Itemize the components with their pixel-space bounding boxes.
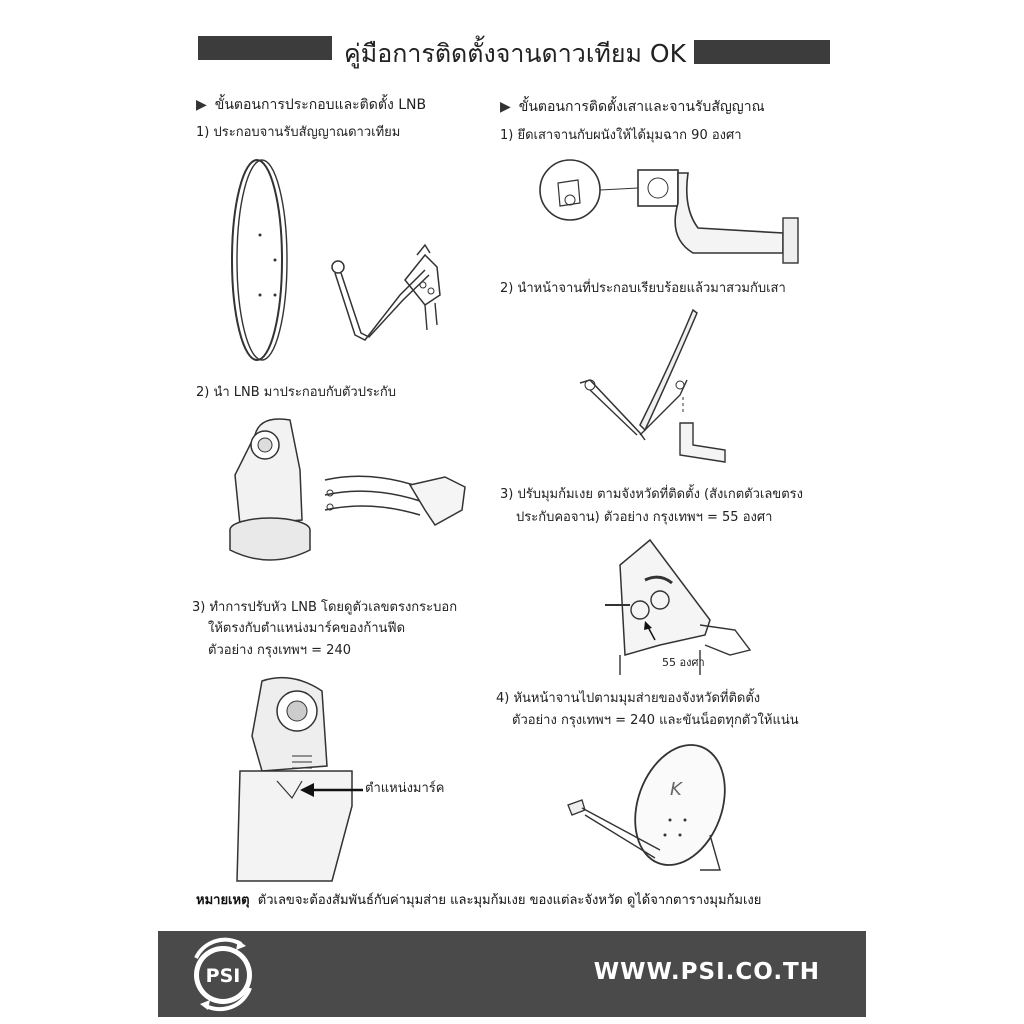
header-bar-right xyxy=(694,40,830,64)
svg-text:K: K xyxy=(670,779,682,800)
left-step2: 2) นำ LNB มาประกอบกับตัวประกับ xyxy=(196,385,397,400)
logo-text: PSI xyxy=(205,965,241,987)
right-section-heading xyxy=(500,96,765,118)
right-step2: 2) นำหน้าจานที่ประกอบเรียบร้อยแล้วมาสวมกับเสา xyxy=(500,281,786,296)
header-bar-left xyxy=(198,36,332,60)
right-step1: 1) ยึดเสาจานกับผนังให้ได้มุมฉาก 90 องศา xyxy=(500,128,742,143)
wall-mount-illustration xyxy=(538,158,808,273)
final-dish-illustration xyxy=(560,740,750,880)
left-step3-line1: 3) ทำการปรับหัว LNB โดยดูตัวเลขตรงกระบอก xyxy=(192,600,458,615)
mark-label: ตำแหน่งมาร์ค xyxy=(365,781,445,796)
page-title: คู่มือการติดตั้งจานดาวเทียม OK xyxy=(344,39,686,68)
arrow-icon: ▶ xyxy=(500,99,511,115)
website-url[interactable]: WWW.PSI.CO.TH xyxy=(593,959,820,985)
right-step3-line1: 3) ปรับมุมก้มเงย ตามจังหวัดที่ติดตั้ง (สังเกตตัวเลขตรง xyxy=(500,487,803,502)
mark-pointer-arrow-icon xyxy=(298,780,368,800)
dish-on-pole-illustration xyxy=(575,305,735,470)
left-section-heading xyxy=(196,94,426,116)
right-step4-line1: 4) หันหน้าจานไปตามมุมส่ายของจังหวัดที่ติดตั้ง xyxy=(496,691,761,706)
right-heading-text: ขั้นตอนการติดตั้งเสาและจานรับสัญญาณ xyxy=(518,99,765,115)
left-step1: 1) ประกอบจานรับสัญญาณดาวเทียม xyxy=(196,125,401,140)
lnb-mark-closeup xyxy=(232,676,382,881)
right-step3-line2: ประกับคอจาน) ตัวอย่าง กรุงเทพฯ = 55 องศา xyxy=(516,510,773,525)
left-heading-text: ขั้นตอนการประกอบและติดตั้ง LNB xyxy=(214,97,427,113)
psi-logo-icon xyxy=(186,938,260,1012)
dish-assembly-illustration xyxy=(225,155,455,370)
note-text: ตัวเลขจะต้องสัมพันธ์กับค่ามุมส่าย และมุมก้มเงย ของแต่ละจังหวัด ดูได้จากตารางมุมก้มเงย xyxy=(257,893,762,908)
note xyxy=(196,889,761,910)
lnb-bracket-illustration xyxy=(220,415,470,575)
footer-bar xyxy=(158,931,866,1017)
note-label: หมายเหตุ xyxy=(196,893,250,908)
left-step3-line3: ตัวอย่าง กรุงเทพฯ = 240 xyxy=(208,643,351,658)
angle-label: 55 องศา xyxy=(662,656,705,669)
left-step3-line2: ให้ตรงกับตำแหน่งมาร์คของก้านฟีด xyxy=(208,621,406,636)
right-step4-line2: ตัวอย่าง กรุงเทพฯ = 240 และขันน็อตทุกตัวให้แน่น xyxy=(512,713,799,728)
arrow-icon: ▶ xyxy=(196,97,207,113)
